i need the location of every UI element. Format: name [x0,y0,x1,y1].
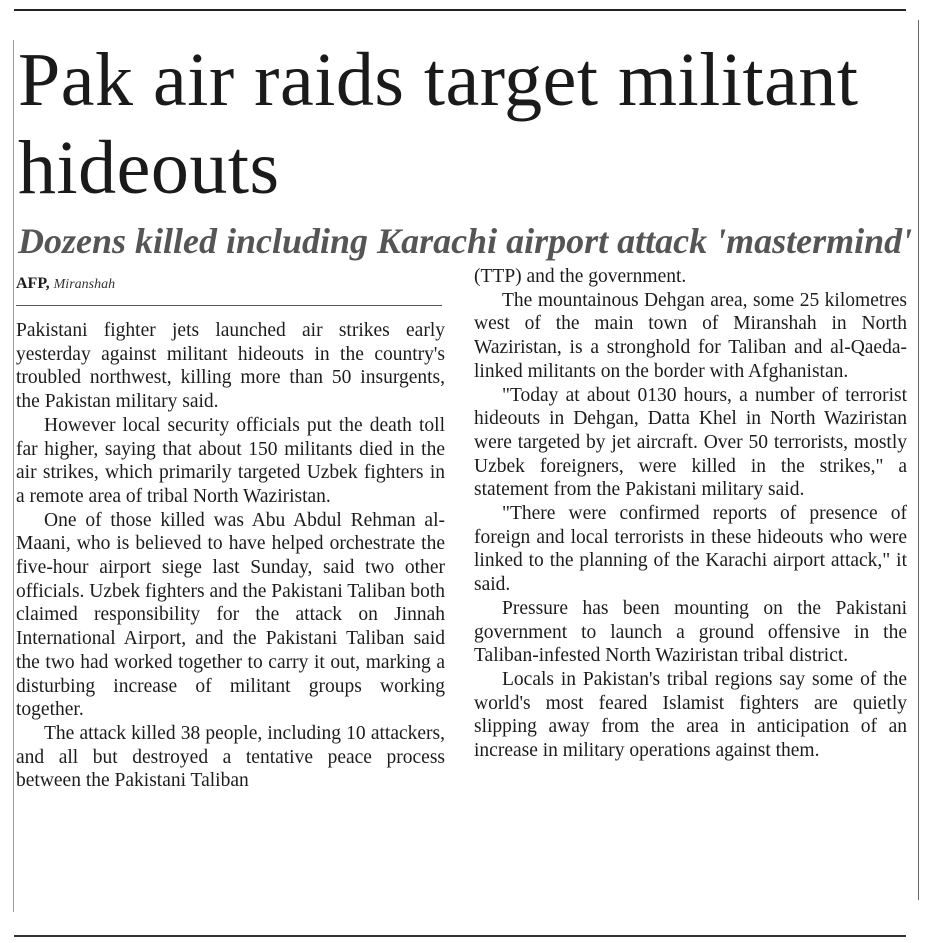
paragraph: However local security officials put the death toll far higher, saying that about 150 militants died in the air strikes, which primarily targeted Uzbek fighters in a remote area of tribal North Waziristan. [16,414,445,507]
right-rule [918,20,919,900]
paragraph: The mountainous Dehgan area, some 25 kilometres west of the main town of Miranshah in North Waziristan, is a stronghold for Taliban and al-Qaeda-linked militants on the border with Afghanistan. [474,289,907,382]
byline-rule [16,305,442,306]
paragraph: "Today at about 0130 hours, a number of terrorist hideouts in Dehgan, Datta Khel in North Waziristan were targeted by jet aircraft. Over 50 terrorists, mostly Uzbek foreigners, were killed in the strikes," a statement from the Pakistani military said. [474,384,907,501]
paragraph: One of those killed was Abu Abdul Rehman al-Maani, who is believed to have helped orchestrate the five-hour airport siege last Sunday, said two other officials. Uzbek fighters and the Pakistani Taliban both claimed responsibility for the attack on Jinnah International Airport, and the Pakistani Taliban said the two had worked together to carry it out, marking a disturbing increase of militant groups working together. [16,509,445,721]
paragraph: "There were confirmed reports of presence of foreign and local terrorists in these hideouts who were linked to the planning of the Karachi airport attack," it said. [474,503,907,596]
left-rule [13,40,14,912]
subheadline: Dozens killed including Karachi airport attack 'mastermind' [18,221,913,261]
byline [16,274,115,295]
bottom-rule [14,935,906,937]
article-column-2 [474,265,907,763]
paragraph: Locals in Pakistan's tribal regions say some of the world's most feared Islamist fighters are quietly slipping away from the area in anticipation of an increase in military operations against them. [474,668,907,762]
paragraph: Pakistani fighter jets launched air strikes early yesterday against militant hideouts in the country's troubled northwest, killing more than 50 insurgents, the Pakistan military said. [16,320,445,413]
byline-agency: AFP, [16,275,50,292]
paragraph: (TTP) and the government. [474,266,687,287]
byline-location: Miranshah [53,277,116,292]
paragraph: Pressure has been mounting on the Pakistani government to launch a ground offensive in the Taliban-infested North Waziristan tribal district. [474,597,907,667]
top-rule [14,9,906,11]
headline: Pak air raids target militant hideouts [18,38,859,210]
paragraph: The attack killed 38 people, including 10 attackers, and all but destroyed a tentative peace process between the Pakistani Taliban [16,722,445,792]
article-column-1 [16,319,445,793]
